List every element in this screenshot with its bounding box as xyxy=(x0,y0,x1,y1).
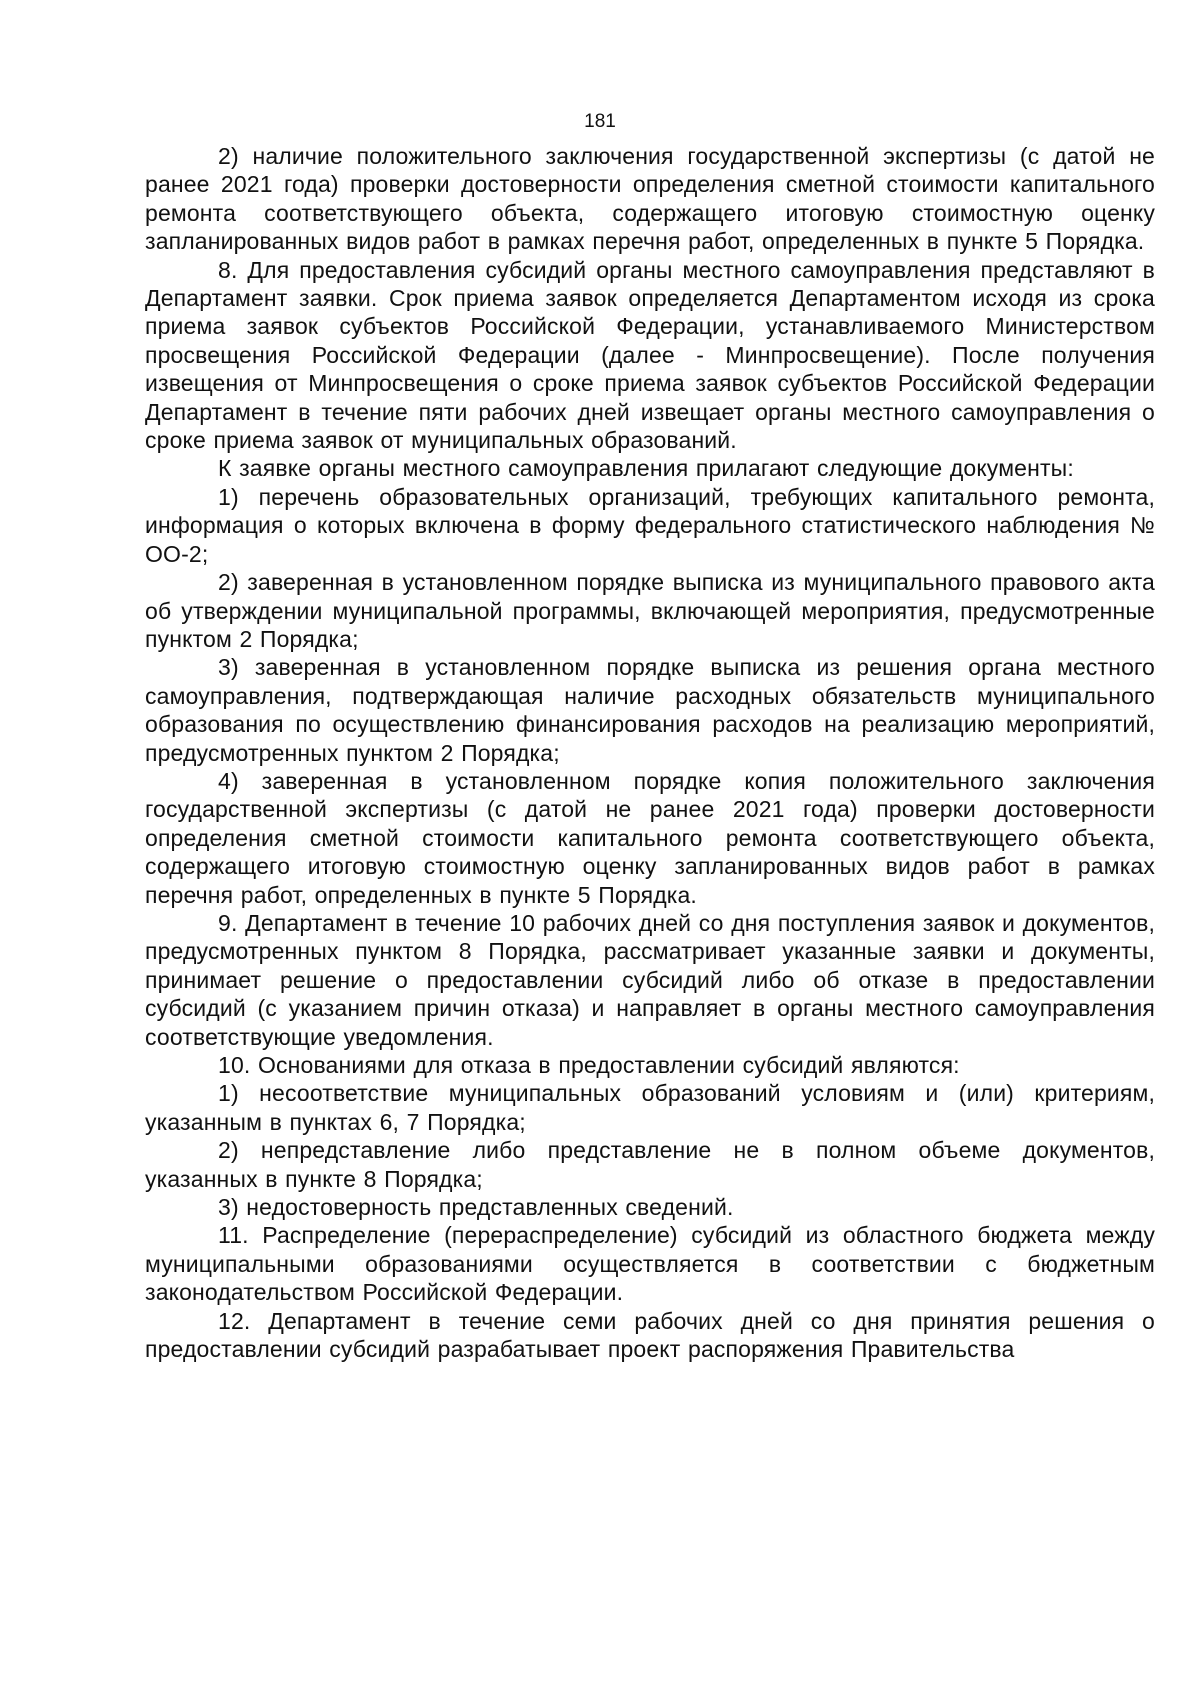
paragraph-item-9: 9. Департамент в течение 10 рабочих дней со дня поступления заявок и документов, предусмотренных пунктом 8 Порядка, рассматривает указанные заявки и документы, принимает решение о предоставлении субсидий либо об отказе в предоставлении субсидий (с указанием причин отказа) и направляет в органы местного самоуправления соответствующие уведомления. xyxy=(145,909,1155,1050)
paragraph-item-11: 11. Распределение (перераспределение) субсидий из областного бюджета между муниципальными образованиями осуществляется в соответствии с бюджетным законодательством Российской Федерации. xyxy=(145,1222,1155,1306)
refusal-reason-1: 1) несоответствие муниципальных образований условиям и (или) критериям, указанным в пунктах 6, 7 Порядка; xyxy=(145,1080,1155,1135)
paragraph-attached-documents: К заявке органы местного самоуправления прилагают следующие документы: xyxy=(218,455,1074,482)
paragraph-expertise-condition: 2) наличие положительного заключения государственной экспертизы (с датой не ранее 2021 года) проверки достоверности определения сметной стоимости капитального ремонта соответствующего объекта, содержащего итоговую стоимостную оценку запланированных видов работ в рамках перечня работ, определенных в пункте 5 Порядка. xyxy=(145,143,1155,255)
document-body xyxy=(145,142,1155,1363)
list-item-1-organizations: 1) перечень образовательных организаций, требующих капитального ремонта, информация о которых включена в форму федерального статистического наблюдения № ОО-2; xyxy=(145,483,1155,567)
paragraph-item-8: 8. Для предоставления субсидий органы местного самоуправления представляют в Департамент заявки. Срок приема заявок определяется Департаментом исходя из срока приема заявок субъектов Российской Федерации, устанавливаемого Министерством просвещения Российской Федерации (далее - Минпросвещение). После получения извещения от Минпросвещения о сроке приема заявок субъектов Российской Федерации Департамент в течение пяти рабочих дней извещает органы местного самоуправления о сроке приема заявок от муниципальных образований. xyxy=(145,256,1155,454)
page-number: 181 xyxy=(584,111,616,132)
list-item-2-program-extract: 2) заверенная в установленном порядке выписка из муниципального правового акта об утверждении муниципальной программы, включающей мероприятия, предусмотренные пунктом 2 Порядка; xyxy=(145,569,1155,652)
paragraph-item-12: 12. Департамент в течение семи рабочих дней со дня принятия решения о предоставлении субсидий разрабатывает проект распоряжения Правительства xyxy=(145,1307,1155,1363)
list-item-3-decision-extract: 3) заверенная в установленном порядке выписка из решения органа местного самоуправления, подтверждающая наличие расходных обязательств муниципального образования по осуществлению финансирования расходов на реализацию мероприятий, предусмотренных пунктом 2 Порядка; xyxy=(145,654,1155,766)
list-item-4-expertise-copy: 4) заверенная в установленном порядке копия положительного заключения государственной экспертизы (с датой не ранее 2021 года) проверки достоверности определения сметной стоимости капитального ремонта соответствующего объекта, содержащего итоговую стоимостную оценку запланированных видов работ в рамках перечня работ, определенных в пункте 5 Порядка. xyxy=(145,767,1155,908)
paragraph-item-10: 10. Основаниями для отказа в предоставлении субсидий являются: xyxy=(218,1052,960,1078)
refusal-reason-2: 2) непредставление либо представление не в полном объеме документов, указанных в пункте 8 Порядка; xyxy=(145,1137,1155,1192)
refusal-reason-3: 3) недостоверность представленных сведений. xyxy=(218,1194,734,1221)
